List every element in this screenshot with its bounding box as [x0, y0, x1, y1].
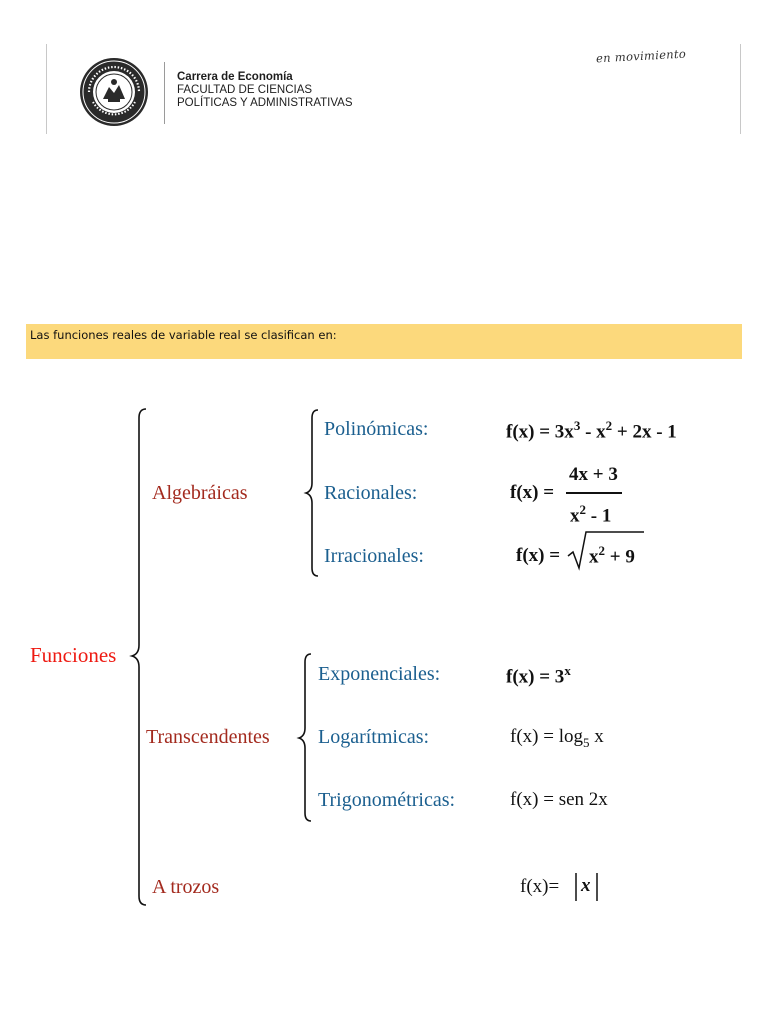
irr-end: + 9 [605, 546, 635, 568]
rat-den-end: - 1 [586, 505, 612, 527]
formula-a-trozos-prefix: f(x)= [520, 876, 560, 897]
log-base: 5 [582, 734, 590, 750]
type-trigonometricas: Trigonométricas: [318, 789, 456, 811]
exp-prefix: f(x) = 3 [506, 666, 565, 688]
intro-text: Las funciones reales de variable real se clasifican en: [30, 328, 337, 342]
type-irracionales: Irracionales: [324, 545, 424, 567]
formula-irracional-radicand [589, 543, 635, 568]
poly-exp-2: 2 [605, 418, 613, 433]
poly-prefix: f(x) = 3x [506, 421, 574, 443]
rat-den-base: x [570, 505, 580, 527]
formula-racional-numerator: 4x + 3 [569, 464, 618, 485]
formula-exponencial [506, 663, 571, 688]
formula-irracional-prefix: f(x) = [516, 545, 561, 566]
irr-exp: 2 [598, 543, 605, 558]
root-label-funciones: Funciones [30, 643, 117, 667]
irr-base: x [589, 546, 599, 568]
poly-end: + 2x - 1 [612, 421, 677, 443]
category-transcendentes: Transcendentes [146, 726, 270, 748]
formula-trigonometrica: f(x) = sen 2x [510, 789, 608, 810]
rat-den-exp: 2 [579, 502, 586, 517]
faculty-line-2: POLÍTICAS Y ADMINISTRATIVAS [177, 97, 353, 109]
category-a-trozos: A trozos [152, 876, 220, 898]
exp-exponent: x [564, 663, 571, 678]
formula-logaritmica [510, 726, 604, 751]
formula-abs-variable: x [581, 875, 591, 896]
formula-racional-denominator [570, 502, 611, 527]
fraction-bar [566, 492, 622, 494]
log-prefix: f(x) = log [510, 726, 583, 747]
category-algebraicas: Algebráicas [152, 482, 248, 504]
career-name: Carrera de Economía [177, 71, 293, 83]
log-end: x [589, 726, 604, 747]
poly-exp-3: 3 [573, 418, 581, 433]
formula-polinomica [506, 418, 677, 443]
faculty-line-1: FACULTAD DE CIENCIAS [177, 84, 313, 96]
poly-mid: - x [580, 421, 606, 443]
type-polinomicas: Polinómicas: [324, 418, 429, 440]
formula-racional-prefix: f(x) = [510, 482, 555, 503]
type-racionales: Racionales: [324, 482, 418, 504]
slogan: en movimiento [595, 46, 687, 66]
type-exponenciales: Exponenciales: [318, 663, 441, 685]
type-logaritmicas: Logarítmicas: [318, 726, 430, 748]
